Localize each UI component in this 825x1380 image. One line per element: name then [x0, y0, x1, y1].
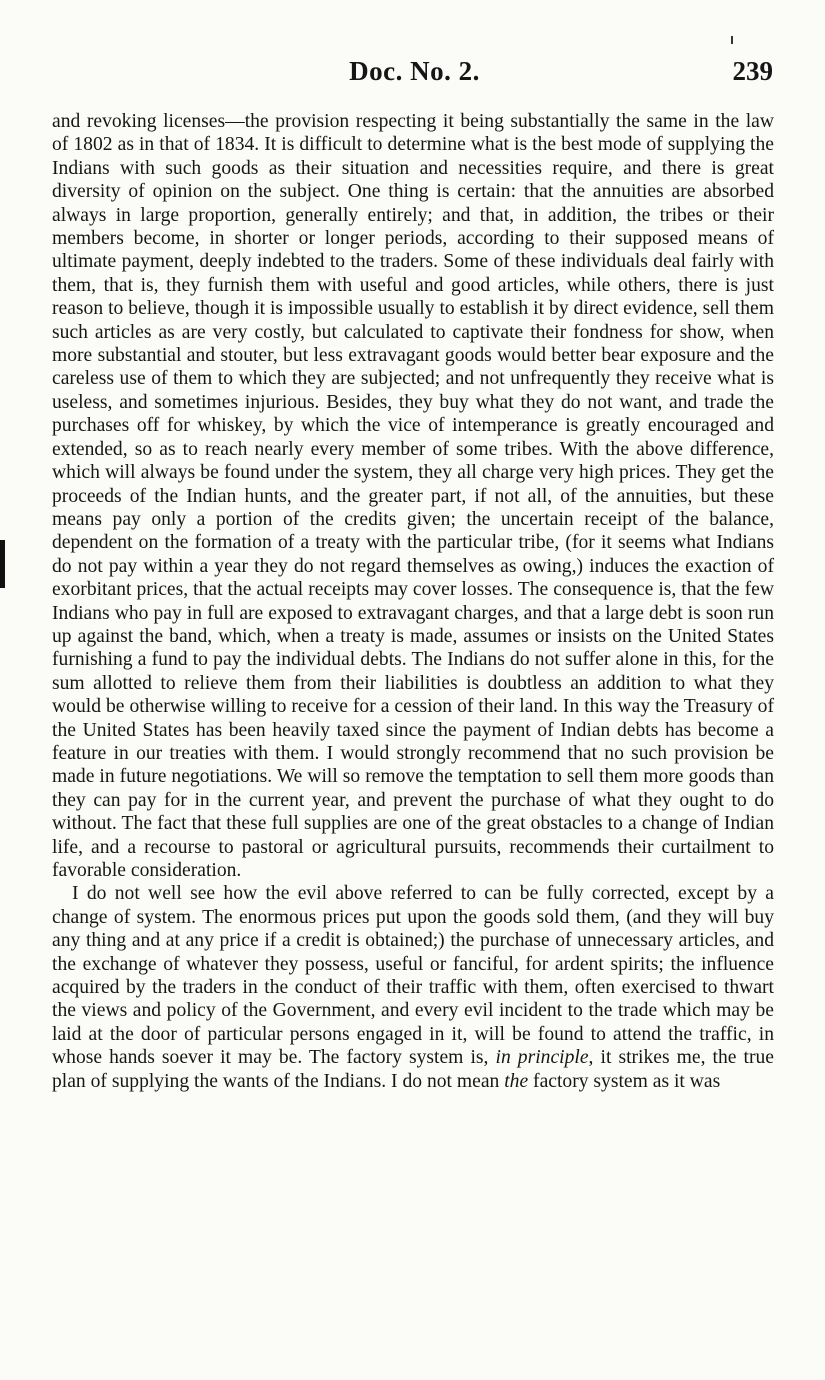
emphasis-in-principle: in principle [495, 1047, 589, 1069]
emphasis-the: the [504, 1070, 529, 1092]
page-number: 239 [732, 56, 773, 86]
paragraph-2-text: I do not well see how the evil above referred to can be fully corrected, except by a change of system. The enormous prices put upon the goods sold them, (and they will buy any thing and at any price if a credit is obtained;) the purchase of unnecessary articles, and the exchange of whatever they possess, useful or fanciful, for ardent spirits; the influence acquired by the traders in the conduct of their traffic with them, often exercised to thwart the views and policy of the Government, and every evil incident to the trade which may be laid at the door of particular persons engaged in it, will be found to attend the traffic, in whose hands soever it may be. [52, 883, 774, 1069]
paragraph-2-end-e: factory system as it was [528, 1070, 721, 1092]
paragraph-1: and revoking licenses—the provision respecting it being substantially the same in the law of 1802 as in that of 1834. It is difficult to determine what is the best mode of supplying the Indians with such goods as their situation and necessities require, and there is great diversity of opinion on the subject. One thing is certain: that the annuities are absorbed always in large proportion, generally entirely; and that, in addition, the tribes or their members become, in shorter or longer periods, according to their supposed means of ultimate payment, deeply indebted to the traders. Some of these individuals deal fairly with them, that is, they furnish them with useful and good articles, while others, there is just reason to believe, though it is impossible usually to establish it by direct evidence, sell them such articles as are very costly, but calculated to captivate their fondness for show, when more substantial and stouter, but less extravagant goods would better bear exposure and the careless use of them to which they are subjected; and not unfrequently they receive what is useless, and sometimes injurious. Besides, they buy what they do not want, and trade the purchases off for whiskey, by which the vice of intemperance is greatly encouraged and extended, so as to reach nearly every member of some tribes. With the above difference, which will always be found under the system, they all charge very high prices. They get the proceeds of the Indian hunts, and the greater part, if not all, of the annuities, but these means pay only a portion of the credits given; the uncertain receipt of the balance, dependent on the formation of a treaty with the particular tribe, (for it seems what Indians do not pay within a year they do not regard themselves as owing,) induces the exaction of exorbitant prices, that the actual receipts may cover losses. The consequence is, that the few Indians who pay in full are exposed to extravagant charges, and that a large debt is soon run up against the band, which, when a treaty is made, assumes or insists on the United States furnishing a fund to pay the individual debts. The Indians do not suffer alone in this, for the sum allotted to relieve them from their liabilities is doubtless an addition to what they would be otherwise willing to receive for a cession of their land. In this way the Treasury of the United States has been heavily taxed since the payment of Indian debts has become a feature in our treaties with them. I would strongly recommend that no such provision be made in future negotiations. We will so remove the temptation to sell them more goods than they can pay for in the current year, and prevent the purchase of what they ought to do without. The fact that these full supplies are one of the great obstacles to a change of Indian life, and a recourse to pastoral or agricultural pursuits, recommends their curtailment to favorable consideration. [52, 111, 774, 881]
page-header [52, 56, 777, 96]
paragraph-2-end-a: The factory system is, [308, 1047, 496, 1069]
body-text [52, 110, 774, 1093]
document-number: Doc. No. 2. [349, 56, 480, 86]
ink-mark [731, 36, 733, 44]
paragraph-2-end-c: , it strikes me, the true plan of supplying the wants of the Indians. I do not mean [52, 1047, 775, 1092]
paragraph-2 [52, 882, 774, 1093]
margin-mark [0, 540, 5, 588]
